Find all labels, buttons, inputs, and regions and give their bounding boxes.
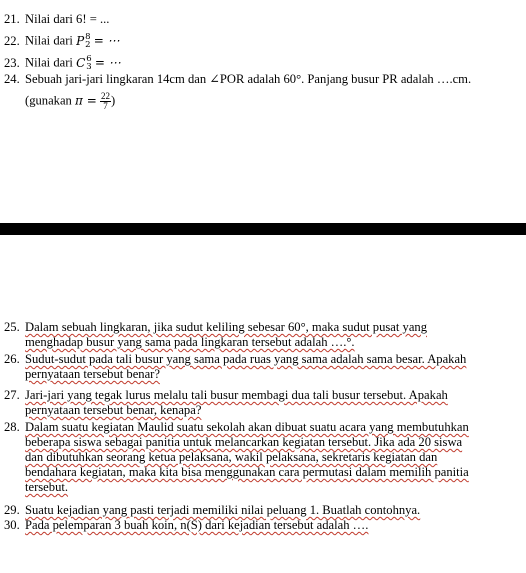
section-divider	[0, 223, 526, 235]
question-26	[4, 352, 520, 382]
question-text-continued: pernyataan tersebut benar, kenapa?	[25, 403, 202, 417]
subscript: 3	[86, 62, 92, 72]
equals-expression: = ⋯	[93, 33, 120, 48]
question-text: Sebuah jari-jari lingkaran 14cm dan ∠POR adalah 60°. Panjang busur PR adalah ….cm.	[25, 72, 472, 86]
question-text: Jari-jari yang tegak lurus melalu tali busur membagi dua tali busur tersebut. Apakah	[25, 388, 448, 402]
question-text-continued: pernyataan tersebut benar?	[25, 367, 160, 381]
question-30	[4, 518, 520, 533]
question-22	[4, 33, 520, 49]
question-number: 29.	[4, 503, 20, 517]
question-24	[4, 72, 520, 111]
question-number: 25.	[4, 320, 20, 334]
question-text-continued: menghadap busur yang sama pada lingkaran tersebut adalah ….°.	[25, 335, 355, 349]
equals-expression: = ⋯	[94, 55, 121, 70]
question-21	[4, 12, 520, 27]
pi-expression: π =	[75, 93, 97, 108]
question-text: Nilai dari 6! = ...	[25, 12, 110, 26]
question-text-line-5: tersebut.	[25, 480, 69, 494]
subscript: 2	[85, 40, 91, 50]
question-text: Nilai dari	[25, 33, 73, 48]
question-hint: (gunakan π = $\frac{22}{7}$ )	[25, 91, 116, 111]
question-27	[4, 388, 520, 418]
question-text: Dalam sebuah lingkaran, jika sudut keliling sebesar 60°, maka sudut pusat yang	[25, 320, 427, 334]
fraction-22-over-7: $\frac{22}{7}$	[100, 91, 110, 111]
question-text: Sudut-sudut pada tali busur yang sama pada ruas yang sama adalah sama besar. Apakah	[25, 352, 467, 366]
question-text: Pada pelemparan 3 buah koin, n(S) dari kejadian tersebut adalah ….	[25, 518, 369, 532]
question-number: 24.	[4, 72, 20, 86]
question-number: 27.	[4, 388, 20, 402]
superscript: 6	[86, 54, 92, 64]
question-text: Suatu kejadian yang pasti terjadi memiliki nilai peluang 1. Buatlah contohnya.	[25, 503, 421, 517]
question-number: 26.	[4, 352, 20, 366]
question-text: Dalam suatu kegiatan Maulid suatu sekolah akan dibuat suatu acara yang membutuhkan	[25, 420, 469, 434]
question-number: 23.	[4, 55, 20, 70]
question-text-line-2: beberapa siswa sebagai panitia untuk melancarkan kegiatan tersebut. Jika ada 20 siswa	[25, 435, 463, 449]
question-25	[4, 320, 520, 350]
question-text: Nilai dari	[25, 55, 73, 70]
question-text-line-3: dan dibutuhkan seorang ketua pelaksana, wakil pelaksana, sekretaris kegiatan dan	[25, 450, 438, 464]
question-number: 30.	[4, 518, 20, 532]
question-number: 22.	[4, 33, 20, 48]
question-number: 28.	[4, 420, 20, 434]
question-28	[4, 420, 520, 495]
question-23	[4, 55, 520, 71]
question-number: 21.	[4, 12, 20, 26]
question-text-line-4: bendahara kegiatan, maka kita bisa menggunakan cara permutasi dalam memilih panitia	[25, 465, 469, 479]
combination-symbol: C 6 3	[76, 54, 92, 72]
question-29	[4, 503, 520, 518]
superscript: 8	[85, 32, 91, 42]
permutation-symbol: P 8 2	[76, 32, 91, 50]
